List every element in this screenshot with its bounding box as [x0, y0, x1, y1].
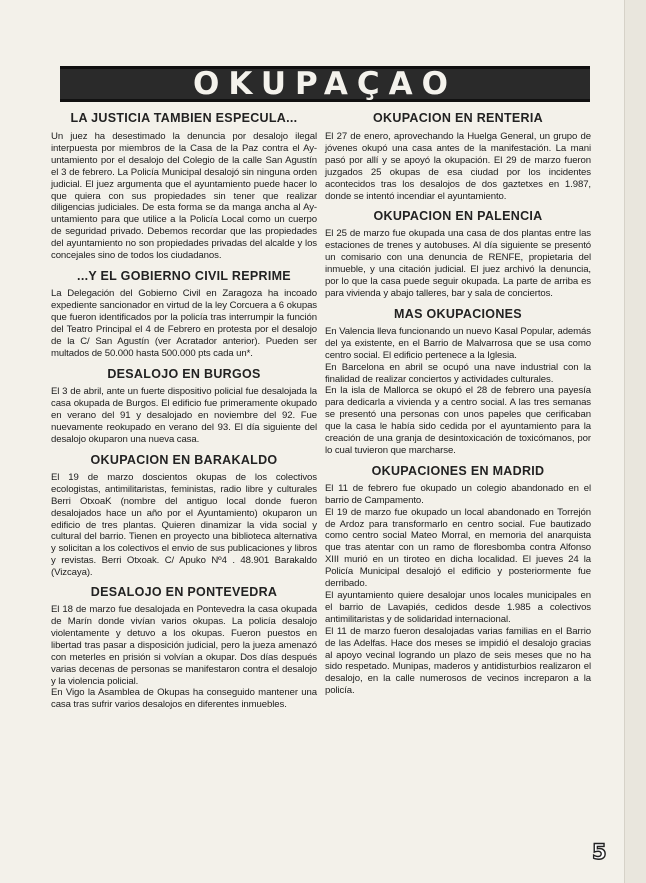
- section-heading: OKUPACIONES EN MADRID: [371, 463, 545, 478]
- section-heading: ...Y EL GOBIERNO CIVIL REPRIME: [77, 268, 291, 283]
- section-text: El 11 de marzo fueron desalojadas varias familias en el Barrio de las Adelfas. Hace dos meses se impidió el desalojo gracias al apoyo vecinal logrando un plazo de seis meses que no ha sido respetado. Munipas, maderos y antidisturbios realizaron el desalojo, en la calle numerosos de vecinos increparon a la policía.: [325, 625, 591, 697]
- section-heading: DESALOJO EN BURGOS: [107, 367, 261, 382]
- section-text: El ayuntamiento quiere desalojar unos locales municipales en el barrio de Lavapiés, cedidos desde 1.985 a colectivos antimilitaristas y de solidaridad internacional.: [325, 590, 591, 625]
- section-text: En Vigo la Asamblea de Okupas ha conseguido mantener una casa tras sufrir varios desalojos en diferentes inmuebles.: [51, 687, 317, 711]
- section-text: El 19 de marzo fue okupado un local abandonado en Torrejón de Ardoz para transformarlo en centro social. Fue bautizado como centro social Mateo Morral, en memoria del anarquista que tras atentar con un ramo de floresbomba contra Alfonso XIII murió en un tiroteo en dicha localidad. El jueves 24 la Policía Municipal desalojó el edificio y posteriormente fue derribado.: [325, 506, 591, 590]
- section-text: El 25 de marzo fue okupada una casa de dos plantas entre las estaciones de trenes y autobuses. Al día siguiente se presentó un comisario con una denuncia de RENFE, propietaria del inmueble, y una citación judicial. El juez archivó la denuncia, por lo que la casa puede seguir okupada. La parte de arriba es para vivienda y abajo talleres, bar y sala de conciertos.: [325, 228, 591, 299]
- section-text: El 3 de abril, ante un fuerte dispositivo policial fue desalojada la casa okupada de Burgos. El edificio fue primeramente okupado en verano del 91 y desalojado en noviembre del 92. Fue nuevamente reokupado en verano del 93. El día siguiente del desalojo okuparon una nueva casa.: [51, 386, 317, 446]
- section-heading: MAS OKUPACIONES: [394, 306, 522, 321]
- page-edge: [624, 0, 646, 883]
- section-heading: OKUPACION EN PALENCIA: [373, 209, 543, 224]
- section-text: En la isla de Mallorca se okupó el 28 de febrero una payesía para dedicarla a vivienda y a centro social. A las tres semanas se presentó una personas con unos papeles que cerificaban que la casa le había sido cedida por el ayuntamiento para la creación de una granja de desintoxicación de toxicómanos, por lo cual tuvieron que marcharse.: [325, 385, 591, 456]
- section-text: El 11 de febrero fue okupado un colegio abandonado en el barrio de Campamento.: [325, 482, 591, 506]
- section-heading: OKUPACION EN RENTERIA: [373, 111, 543, 125]
- section-text: La Delegación del Gobierno Civil en Zaragoza ha incoado expediente sancionador en virtud de la ley Corcuera a 6 okupas que fueron identificados por la policía tras interrumpir la función del Teatro Principal el 4 de Febrero en protesta por el desalojo de la C/ San Agustín (ver Acratador anterior). Pueden ser multados de 50.000 hasta 500.000 pts cada un*.: [51, 287, 317, 359]
- section-heading: DESALOJO EN PONTEVEDRA: [90, 585, 278, 600]
- section-text: El 19 de marzo doscientos okupas de los colectivos ecologistas, antimilitaristas, feministas, radio libre y culturales Berri OtxoaK (nombre del antiguo local donde fueron desalojados hace un año por el Ayuntamiento) okuparon un edificio de tres plantas. Quieren dinamizar la vida social y cultural del barrio. Tienen en proyecto una biblioteca alternativa y solicitan a los colectivos el envio de sus publicaciones y libros y revistas. Berri Otxoak. C/ Apuko Nº4 . 48.901 Barakaldo (Vizcaya).: [51, 471, 317, 579]
- page-number: 5: [592, 840, 607, 864]
- section-text: En Valencia lleva funcionando un nuevo Kasal Popular, además del ya existente, en el Barrio de Malvarrosa que se usa como centro social. El edificio pertenece a la Iglesia.: [325, 325, 591, 361]
- banner-title: OKUPAÇAO: [193, 65, 457, 102]
- section-text: El 18 de marzo fue desalojada en Pontevedra la casa okupada de Marín donde vivían varios okupas. La policía desalojo violentamente y detuvo a los okupas. Fueron puestos en libertad tras pasar a disposición judicial, pero la jueza amenazó con meterles en prisión si volvían a okupar. Dos días después varias decenas de personas se manifestaron contra el desalojo y la violencia policial.: [51, 604, 317, 687]
- section-text: El 27 de enero, aprovechando la Huelga General, un grupo de jóvenes okupó una casa antes de la manifestación. La mani pasó por allí y se apoyó la okupación. El 29 de marzo fueron juzgados 25 okupas de esa ciudad por los incidentes acontecidos tras los desalojos de dos gaztetxes en 1.987, donde se intentó incendiar el ayuntamiento.: [325, 131, 591, 202]
- section-heading: LA JUSTICIA TAMBIEN ESPECULA...: [70, 111, 298, 125]
- section-text: En Barcelona en abril se ocupó una nave industrial con la finalidad de realizar conciertos y actividades culturales.: [325, 361, 591, 385]
- left-column: [51, 111, 317, 711]
- right-column: [325, 111, 591, 697]
- title-banner: [60, 66, 590, 102]
- section-heading: OKUPACION EN BARAKALDO: [90, 452, 278, 467]
- section-text: Un juez ha desestimado la denuncia por desalojo ilegal interpuesta por miembros de la Casa de la Paz contra el Ay-untamiento por el desalojo del Colegio de la calle San Agustín el 3 de febrero. La Policía Municipal desalojó sin ninguna orden judicial. El juez argumenta que el ayuntamiento puede hacer lo que quiera con sus propiedades sin tener que realizar diligencias judiciales. De esta forma se da manga ancha al Ay-untamiento para que utilice a la Policía Local como un cuerpo de seguridad privado. Debemos recordar que las propiedades del ayuntamiento no son propiedades privadas del alcalde y los concejales sino de todos los ciudadanos.: [51, 131, 317, 262]
